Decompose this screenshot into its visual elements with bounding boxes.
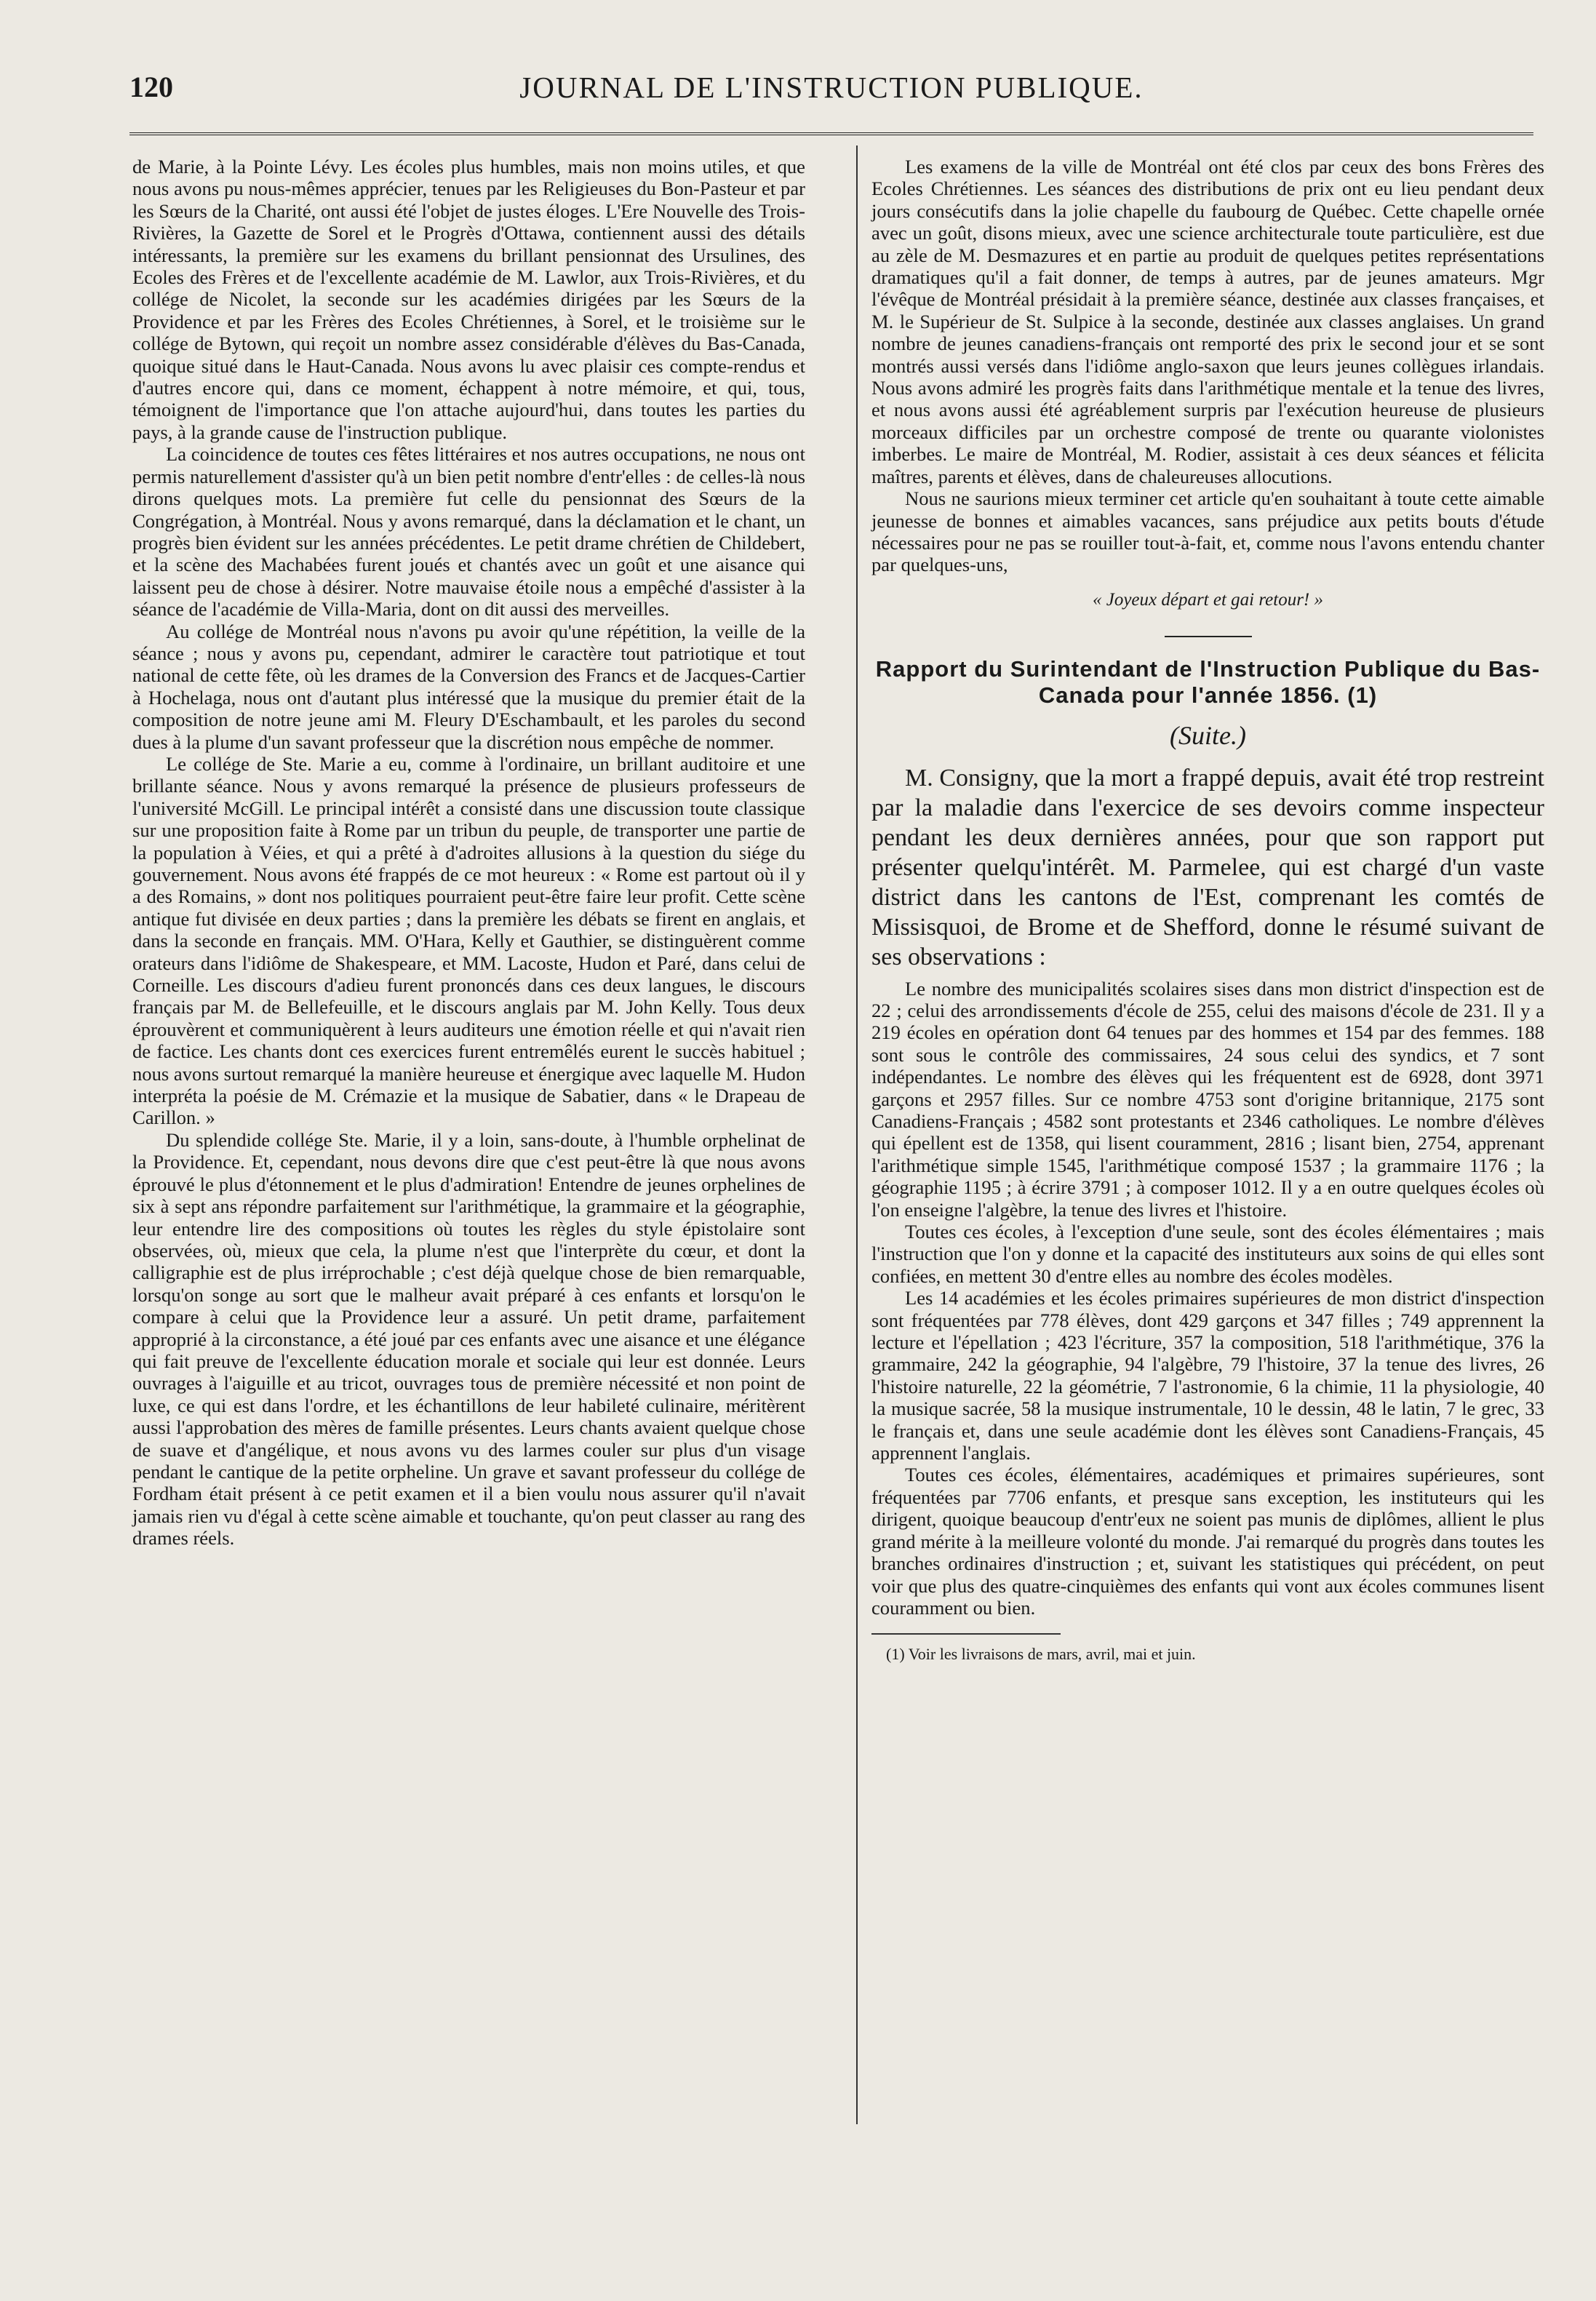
left-paragraph-2: La coincidence de toutes ces fêtes littéraires et nos autres occupations, ne nous ont permis naturellement d'assister qu'à un bien petit nombre d'entr'elles : de celles-là nous dirons quelques mots. La première fut celle du pensionnat des Sœurs de la Congrégation, à Montréal. Nous y avons remarqué, dans la déclamation et le chant, un progrès bien évident sur les années précédentes. Le petit drame chrétien de Childebert, et la scène des Machabées furent joués et chantés avec un goût et une aisance qui laissent peu de chose à désirer. Notre mauvaise étoile nous a empêché d'assister à la séance de l'académie de Villa-Maria, dont on dit aussi des merveilles. (132, 443, 805, 621)
footnote: (1) Voir les livraisons de mars, avril, mai et juin. (886, 1645, 1196, 1664)
left-paragraph-4: Le collége de Ste. Marie a eu, comme à l'ordinaire, un brillant auditoire et une brillante séance. Nous y avons remarqué la présence de plusieurs professeurs de l'université McGill. Le principal intérêt a consisté dans une discussion toute classique sur une proposition faite à Rome par un tribun du peuple, de transporter une partie de la population à Véies, et qui a prêté à d'adroites allusions à la question du siége du gouvernement. Nous avons été frappés de ce mot heureux : « Rome est partout où il y a des Romains, » dont nos politiques pourraient peut-être faire leur profit. Cette scène antique fut divisée en deux parties ; dans la première les débats se firent en anglais, et dans la seconde en français. MM. O'Hara, Kelly et Gauthier, se distinguèrent comme orateurs dans l'idiôme de Shakespeare, et MM. Lacoste, Hudon et Paré, dans celui de Corneille. Les discours d'adieu furent prononcés dans ces deux langues, le discours français par M. de Bellefeuille, et le discours anglais par M. John Kelly. Tous deux éprouvèrent et communiquèrent à leurs auditeurs une émotion réelle et qui n'avait rien de factice. Les chants dont ces exercices furent entremêlés eurent le succès habituel ; nous avons surtout remarqué la manière heureuse et énergique avec laquelle M. Hudon interpréta la poésie de M. Crémazie et la musique de Sabatier, dans « le Drapeau de Carillon. » (132, 752, 805, 1129)
section-title: Rapport du Surintendant de l'Instruction Publique du Bas-Canada pour l'année 1856. (1) (875, 656, 1541, 709)
section-subtitle: (Suite.) (1170, 721, 1246, 751)
lead-paragraph: M. Consigny, que la mort a frappé depuis, avait été trop restreint par la maladie dans l'exercice de ses devoirs comme inspecteur pendant les deux dernières années, pour que son rapport put présenter quelqu'intérêt. M. Parmelee, qui est chargé d'un vaste district dans les cantons de l'Est, comprenant les comtés de Missisquoi, de Brome et de Shefford, donne le résumé suivant de ses observations : (871, 764, 1544, 970)
report-paragraph-2: Toutes ces écoles, à l'exception d'une seule, sont des écoles élémentaires ; mais l'instruction que l'on y donne et la capacité des instituteurs aux soins de qui elles sont confiées, en mettent 30 d'entre elles au nombre des écoles modèles. (871, 1221, 1544, 1287)
column-divider (856, 145, 858, 2124)
left-paragraph-5: Du splendide collége Ste. Marie, il y a loin, sans-doute, à l'humble orphelinat de la Providence. Et, cependant, nous devons dire que c'est peut-être là que nous avons éprouvé le plus d'étonnement et le plus d'admiration! Entendre de jeunes orphelines de six à sept ans répondre parfaitement sur l'arithmétique, la grammaire et la géographie, leur entendre lire des compositions où toutes les règles du style épistolaire sont observées, où, mieux que cela, la plume n'est que l'interprète du cœur, et dont la calligraphie est de plus irréprochable ; c'est déjà quelque chose de bien remarquable, lorsqu'on songe au sort que le malheur avait préparé à ces enfants et lorsqu'on le compare à celui que la Providence leur a assuré. Un petit drame, parfaitement approprié à la circonstance, a été joué par ces enfants avec une aisance et une élégance qui fait preuve de l'excellente éducation morale et sociale qui leur est donnée. Leurs ouvrages à l'aiguille et au tricot, ouvrages tous de première nécessité et non point de luxe, ce qui est dans l'ordre, et les échantillons de leur habileté culinaire, méritèrent aussi l'approbation des mères de famille présentes. Leurs chants avaient quelque chose de suave et d'angélique, et nous avons vu des larmes couler sur plus d'un visage pendant le cantique de la petite orpheline. Un grave et savant professeur du collége de Fordham était présent à ce petit examen et il a bien voulu nous assurer qu'il n'avait jamais rien vu d'égal à cette scène aimable et touchante, qu'on peut classer au rang des drames réels. (132, 1128, 805, 1550)
right-paragraph-1: Les examens de la ville de Montréal ont été clos par ceux des bons Frères des Ecoles Chrétiennes. Les séances des distributions de prix ont eu lieu pendant deux jours consécutifs dans la jolie chapelle du faubourg de Québec. Cette chapelle ornée avec un goût, disons mieux, avec une science architecturale toute particulière, est due au zèle de M. Desmazures et en partie au produit de quelques petites représentations dramatiques qu'il a fait donner, de temps à autres, par de jeunes amateurs. Mgr l'évêque de Montréal présidait à la première séance, destinée aux classes françaises, et M. le Supérieur de St. Sulpice à la seconde, destinée aux classes anglaises. Un grand nombre de jeunes canadiens-français ont remporté des prix le second jour et se sont montrés aussi versés dans l'idiôme anglo-saxon que leurs jeunes collègues irlandais. Nous avons admiré les progrès faits dans l'arithmétique mentale et la tenue des livres, et nous avons aussi été agréablement surpris par l'exécution heureuse de plusieurs morceaux difficiles par un orchestre composé de trente ou quarante violonistes imberbes. Le maire de Montréal, M. Rodier, assistait à ces deux séances et félicita maîtres, parents et élèves, dans de chaleureuses allocutions. (871, 156, 1544, 487)
left-column (132, 156, 805, 2258)
report-paragraph-4: Toutes ces écoles, élémentaires, académiques et primaires supérieures, sont fréquentées par 7706 enfants, et presque sans exception, les instituteurs qui les dirigent, quoique beaucoup d'entr'eux ne soient pas munis de diplômes, allient le plus grand mérite à la meilleure volonté du monde. J'ai remarqué du progrès dans toutes les branches ordinaires d'instruction ; et, suivant les statistiques qui précédent, on peut voir que plus des quatre-cinquièmes des enfants qui vont aux écoles communes lisent couramment ou bien. (871, 1464, 1544, 1619)
running-title: JOURNAL DE L'INSTRUCTION PUBLIQUE. (519, 71, 1144, 104)
section-rule (1165, 636, 1252, 637)
left-paragraph-3: Au collége de Montréal nous n'avons pu avoir qu'une répétition, la veille de la séance ; nous y avons pu, cependant, admirer le caractère tout patriotique et tout national de cette fête, où les drames de la Conversion des Francs et de Jacques-Cartier à Hochelaga, nous ont d'autant plus intéressé que la musique du premier était de la composition de notre jeune ami M. Fleury D'Eschambault, et les paroles du second dues à la plume d'un savant professeur que la discrétion nous empêche de nommer. (132, 620, 805, 753)
footnote-rule (871, 1633, 1061, 1635)
report-paragraph-1: Le nombre des municipalités scolaires sises dans mon district d'inspection est de 22 ; celui des arrondissements d'école de 255, celui des maisons d'école de 231. Il y a 219 écoles en opération dont 64 tenues par des hommes et 154 par des femmes. 188 sont sous le contrôle des commissaires, 24 sous celui des syndics, et 7 sont indépendantes. Le nombre des élèves qui les fréquentent est de 6928, dont 3971 garçons et 2957 filles. Sur ce nombre 4753 sont d'origine britannique, 2175 sont Canadiens-Français ; 4582 sont protestants et 2346 catholiques. Le nombre d'élèves qui épellent est de 1358, qui lisent couramment, 2816 ; lisant bien, 2754, apprenant l'arithmétique simple 1545, l'arithmétique composé 1537 ; la grammaire 1176 ; la géographie 1195 ; à écrire 3791 ; à composer 1012. Il y a en outre quelques écoles où l'on enseigne l'algèbre, la tenue des livres et l'histoire. (871, 977, 1544, 1221)
header-rule (129, 132, 1533, 135)
right-paragraph-2: Nous ne saurions mieux terminer cet article qu'en souhaitant à toute cette aimable jeunesse de bonnes et aimables vacances, sans préjudice aux petits bouts d'étude nécessaires pour ne pas se rouiller tout-à-fait, et, comme nous l'avons entendu chanter par quelques-uns, (871, 487, 1544, 576)
left-paragraph-1: de Marie, à la Pointe Lévy. Les écoles plus humbles, mais non moins utiles, et que nous avons pu nous-mêmes apprécier, tenues par les Religieuses du Bon-Pasteur et par les Sœurs de la Charité, ont aussi été l'objet de justes éloges. L'Ere Nouvelle des Trois-Rivières, la Gazette de Sorel et le Progrès d'Ottawa, contiennent aussi des détails intéressants, la première sur les examens du brillant pensionnat des Ursulines, des Ecoles des Frères et de l'excellente académie de M. Lawlor, aux Trois-Rivières, et du collége de Nicolet, la seconde sur les académies dirigées par les Sœurs de la Providence et par les Frères des Ecoles Chrétiennes, à Sorel, et le troisième sur le collége de Bytown, qui reçoit un nombre assez considérable d'élèves du Bas-Canada, quoique situé dans le Haut-Canada. Nous avons lu avec plaisir ces compte-rendus et d'autres encore qui, dans ce moment, échappent à notre mémoire, et qui, tous, témoignent de l'importance que l'on attache aujourd'hui, dans toutes les parties du pays, à la grande cause de l'instruction publique. (132, 156, 805, 443)
page-header (129, 70, 1533, 113)
page-number: 120 (129, 71, 173, 103)
motto: « Joyeux départ et gai retour! » (1092, 589, 1324, 610)
report-paragraph-3: Les 14 académies et les écoles primaires supérieures de mon district d'inspection sont fréquentées par 778 élèves, dont 429 garçons et 347 filles ; 749 apprennent la lecture et l'épellation ; 423 l'écriture, 357 la composition, 518 l'arithmétique, 376 la grammaire, 242 la géographie, 94 l'algèbre, 79 l'histoire, 37 la tenue des livres, 26 l'histoire naturelle, 22 la géométrie, 7 l'astronomie, 6 la chimie, 11 la physiologie, 40 la musique sacrée, 58 la musique instrumentale, 10 le dessin, 48 le latin, 7 le grec, 33 le français et, dans une seule académie dont les élèves sont Canadiens-Français, 45 apprennent l'anglais. (871, 1287, 1544, 1464)
right-column (871, 156, 1544, 2258)
